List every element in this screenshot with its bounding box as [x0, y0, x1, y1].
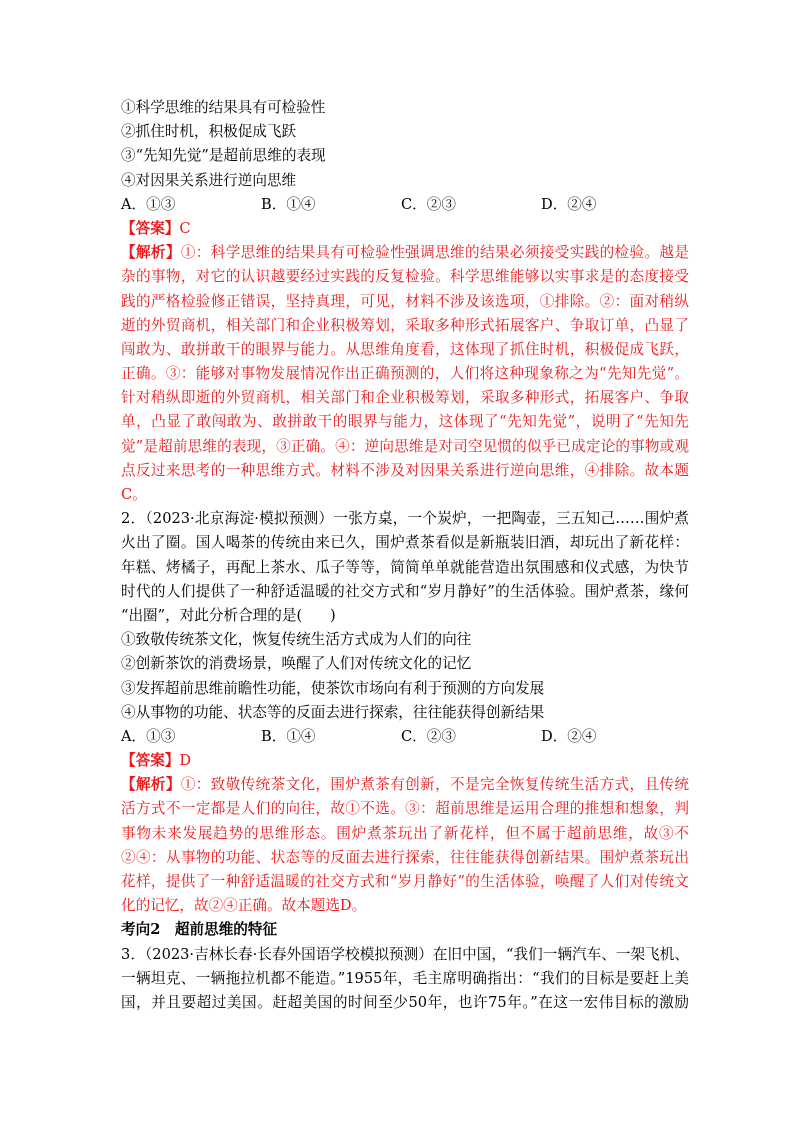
option-c: C．②③	[401, 195, 456, 213]
stem-line: “出圈”，对此分析合理的是( )	[121, 606, 336, 624]
answer-label: 【答案】	[121, 219, 180, 237]
analysis-line: 单，凸显了敢闯敢为、敢拼敢干的眼界与能力，这体现了“先知先觉”，说明了“先知先	[121, 413, 689, 431]
analysis-line: 事物未来发展趋势的思维形态。围炉煮茶玩出了新花样，但不属于超前思维，故③不	[121, 824, 689, 842]
answer-label: 【答案】	[121, 752, 180, 770]
analysis-line: 【解析】①：致敬传统茶文化，围炉煮茶有创新，不是完全恢复传统生活方式，且传统	[121, 776, 689, 794]
statement-4: ④对因果关系进行逆向思维	[121, 171, 297, 189]
option-c: C．②③	[401, 727, 456, 745]
option-a: A．①③	[121, 727, 176, 745]
answer-value: D	[179, 752, 192, 770]
page-content	[121, 96, 689, 1015]
analysis-line: C。	[121, 486, 147, 503]
stem-line: 时代的人们提供了一种舒适温暖的社交方式和“岁月静好”的生活体验。围炉煮茶，缘何	[121, 582, 689, 600]
question-3	[121, 943, 689, 1016]
analysis-line: 闯敢为、敢拼敢干的眼界与能力。从思维角度看，这体现了抓住时机，积极促成飞跃，	[121, 340, 689, 358]
analysis-line: 活方式不一定都是人们的向往，故①不选。③：超前思维是运用合理的推想和想象，判	[121, 800, 689, 818]
option-b: B．①④	[261, 195, 316, 213]
option-d: D．②④	[541, 727, 597, 745]
stem-line: 一辆坦克、一辆拖拉机都不能造。”1955年，毛主席明确指出：“我们的目标是要赶上美	[121, 969, 689, 987]
answer-line	[121, 217, 689, 241]
analysis-line: 针对稍纵即逝的外贸商机，相关部门和企业积极筹划，采取多种形式，拓展客户、争取	[121, 389, 689, 407]
option-b: B．①④	[261, 727, 316, 745]
stem-line: 年糕、烤橘子，再配上茶水、瓜子等等，简简单单就能营造出氛围感和仪式感，为快节	[121, 558, 689, 576]
answer-value: C	[179, 219, 191, 237]
analysis-line: 花样，提供了一种舒适温暖的社交方式和“岁月静好”的生活体验，唤醒了人们对传统文	[121, 873, 689, 890]
analysis-line: 点反过来思考的一种思维方式。材料不涉及对因果关系进行逆向思维，④排除。故本题	[121, 461, 689, 479]
question-1	[121, 96, 689, 507]
section-heading: 考向2 超前思维的特征	[121, 921, 278, 939]
statement-1: ①致敬传统茶文化，恢复传统生活方式成为人们的向往	[121, 631, 472, 649]
statement-3: ③“先知先觉”是超前思维的表现	[121, 147, 326, 165]
analysis-line: 化的记忆，故②④正确。故本题选D。	[121, 897, 367, 915]
stem-line: 2．（2023·北京海淀·模拟预测）一张方桌，一个炭炉，一把陶壶，三五知己……围炉煮	[121, 510, 689, 528]
statement-1: ①科学思维的结果具有可检验性	[121, 99, 326, 116]
analysis-line: 正确。③：能够对事物发展情况作出正确预测的，人们将这种现象称之为“先知先觉”。	[121, 365, 689, 383]
statement-2: ②创新茶饮的消费场景，唤醒了人们对传统文化的记忆	[121, 655, 472, 673]
option-d: D．②④	[541, 195, 597, 213]
analysis-line: 践的严格检验修正错误，坚持真理，可见，材料不涉及该选项，①排除。②：面对稍纵	[121, 292, 689, 310]
statement-4: ④从事物的功能、状态等的反面去进行探索，往往能获得创新结果	[121, 703, 545, 721]
answer-options	[121, 725, 689, 749]
analysis-line: 逝的外贸商机，相关部门和企业积极筹划，采取多种形式拓展客户、争取订单，凸显了	[121, 316, 689, 334]
analysis-label: 【解析】	[121, 244, 181, 262]
question-2	[121, 507, 689, 918]
analysis-line: 杂的事物，对它的认识越要经过实践的反复检验。科学思维能够以实事求是的态度接受	[121, 268, 689, 286]
analysis-label: 【解析】	[121, 776, 181, 794]
stem-line: 火出了圈。国人喝茶的传统由来已久，围炉煮茶看似是新瓶装旧酒，却玩出了新花样：	[121, 534, 689, 552]
statement-3: ③发挥超前思维前瞻性功能，使茶饮市场向有利于预测的方向发展	[121, 679, 545, 697]
analysis-line: 【解析】①：科学思维的结果具有可检验性强调思维的结果必须接受实践的检验。越是	[121, 244, 689, 262]
statement-2: ②抓住时机，积极促成飞跃	[121, 123, 297, 141]
analysis-line: ②④：从事物的功能、状态等的反面去进行探索，往往能获得创新结果。围炉煮茶玩出	[121, 848, 689, 866]
stem-line: 3．（2023·吉林长春·长春外国语学校模拟预测）在旧中国，“我们一辆汽车、一架飞机、	[121, 945, 689, 963]
answer-line	[121, 749, 689, 773]
stem-line: 国，并且要超过美国。赶超美国的时间至少50年，也许75年。”在这一宏伟目标的激励	[121, 993, 689, 1011]
analysis-line: 觉”是超前思维的表现，③正确。④：逆向思维是对司空见惯的似乎已成定论的事物或观	[121, 437, 689, 455]
option-a: A．①③	[121, 195, 176, 213]
answer-options	[121, 193, 689, 217]
analysis-block	[121, 241, 689, 507]
analysis-block	[121, 773, 689, 918]
